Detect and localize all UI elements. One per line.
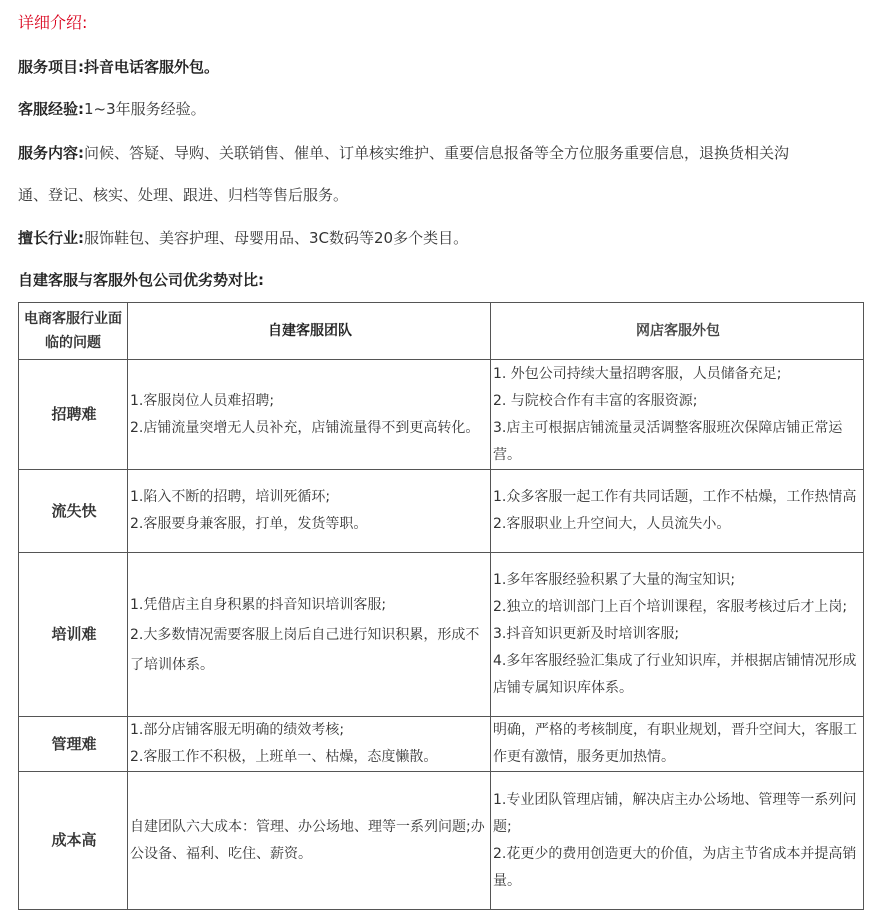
comparison-table	[18, 302, 864, 910]
table-row	[19, 360, 864, 470]
experience-label: 客服经验:	[18, 100, 84, 118]
service-content-line-2	[18, 185, 348, 205]
outsource-cell: 1.专业团队管理店铺，解决店主办公场地、管理等一系列问题; 2.花更少的费用创造更大的价值，为店主节省成本并提高销量。	[491, 772, 864, 910]
service-item-label: 服务项目:	[18, 58, 84, 76]
service-content-label: 服务内容:	[18, 144, 84, 162]
header-problem: 电商客服行业面临的问题	[19, 303, 128, 360]
service-content-value-2: 通、登记、核实、处理、跟进、归档等售后服务。	[18, 186, 349, 204]
self-built-cell: 1.客服岗位人员难招聘; 2.店铺流量突增无人员补充，店铺流量得不到更高转化。	[128, 360, 491, 470]
industry-label: 擅长行业:	[18, 229, 84, 247]
details-heading: 详细介绍:	[18, 13, 88, 32]
issue-cell: 成本高	[19, 772, 128, 910]
table-row	[19, 772, 864, 910]
comparison-title: 自建客服与客服外包公司优劣势对比:	[18, 271, 265, 289]
table-row	[19, 553, 864, 717]
outsource-cell: 1.众多客服一起工作有共同话题，工作不枯燥，工作热情高 2.客服职业上升空间大，人员流失小。	[491, 470, 864, 553]
self-built-cell: 1.部分店铺客服无明确的绩效考核; 2.客服工作不积极，上班单一、枯燥，态度懒散。	[128, 717, 491, 772]
header-self-built: 自建客服团队	[128, 303, 491, 360]
outsource-cell: 1.多年客服经验积累了大量的淘宝知识; 2.独立的培训部门上百个培训课程，客服考核过后才上岗; 3.抖音知识更新及时培训客服; 4.多年客服经验汇集成了行业知识库，并根据店铺情况形成店铺专属知识库体系。	[491, 553, 864, 717]
issue-cell: 招聘难	[19, 360, 128, 470]
table-row	[19, 717, 864, 772]
service-item-line	[18, 57, 219, 77]
service-item-value: 抖音电话客服外包。	[84, 58, 220, 76]
header-outsource: 网店客服外包	[491, 303, 864, 360]
service-content-line	[18, 143, 789, 163]
table-header-row	[19, 303, 864, 360]
table-row	[19, 470, 864, 553]
self-built-cell: 1.凭借店主自身积累的抖音知识培训客服; 2.大多数情况需要客服上岗后自己进行知识积累，形成不了培训体系。	[128, 553, 491, 717]
issue-cell: 管理难	[19, 717, 128, 772]
experience-line	[18, 99, 206, 119]
experience-value: 1~3年服务经验。	[84, 100, 206, 118]
service-content-value-1: 问候、答疑、导购、关联销售、催单、订单核实维护、重要信息报备等全方位服务重要信息，退换货相关沟	[84, 144, 790, 162]
self-built-cell: 自建团队六大成本：管理、办公场地、理等一系列问题;办公设备、福利、吃住、薪资。	[128, 772, 491, 910]
industry-line	[18, 228, 468, 248]
self-built-cell: 1.陷入不断的招聘，培训死循环; 2.客服要身兼客服，打单，发货等职。	[128, 470, 491, 553]
outsource-cell: 1. 外包公司持续大量招聘客服，人员储备充足; 2. 与院校合作有丰富的客服资源; 3.店主可根据店铺流量灵活调整客服班次保障店铺正常运营。	[491, 360, 864, 470]
issue-cell: 培训难	[19, 553, 128, 717]
outsource-cell: 明确，严格的考核制度，有职业规划，晋升空间大，客服工作更有激情，服务更加热情。	[491, 717, 864, 772]
industry-value: 服饰鞋包、美容护理、母婴用品、3C数码等20多个类目。	[84, 229, 469, 247]
issue-cell: 流失快	[19, 470, 128, 553]
